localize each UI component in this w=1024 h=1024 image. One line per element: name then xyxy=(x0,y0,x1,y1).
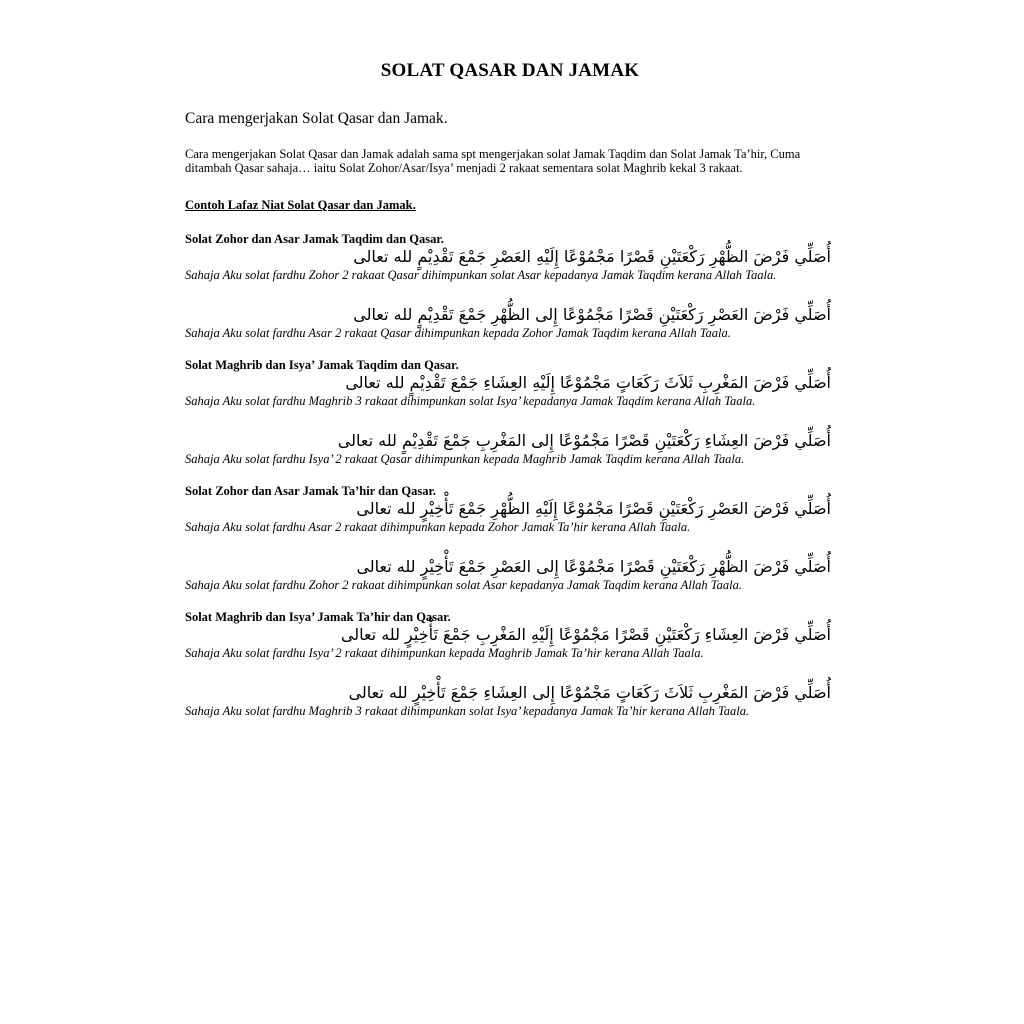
section-zohor-asar-tahir xyxy=(185,484,835,592)
section-zohor-asar-taqdim xyxy=(185,232,835,340)
niat-translation: Sahaja Aku solat fardhu Zohor 2 rakaat Qasar dihimpunkan solat Asar kepadanya Jamak Taqdim kerana Allah Taala. xyxy=(185,268,777,282)
niat-entry xyxy=(185,624,835,660)
section-heading: Solat Zohor dan Asar Jamak Ta’hir dan Qasar. xyxy=(185,484,437,498)
examples-heading: Contoh Lafaz Niat Solat Qasar dan Jamak. xyxy=(185,198,416,212)
arabic-niat: أُصَلِّي فَرْضَ الظُّهْرِ رَكْعَتَيْنِ قَصْرًا مَجْمُوْعًا إِلَيْهِ العَصْرِ جَمْعَ تَقْدِيْمٍ لله تعالى xyxy=(353,247,831,266)
document-title: SOLAT QASAR DAN JAMAK xyxy=(380,60,640,81)
niat-translation: Sahaja Aku solat fardhu Isya’ 2 rakaat Qasar dihimpunkan kepada Maghrib Jamak Taqdim kerana Allah Taala. xyxy=(185,452,745,466)
niat-entry xyxy=(185,304,835,340)
section-maghrib-isya-tahir xyxy=(185,610,835,718)
arabic-niat: أُصَلِّي فَرْضَ الظُّهْرِ رَكْعَتَيْنِ قَصْرًا مَجْمُوْعًا إِلى العَصْرِ جَمْعَ تَأْخِيْرٍ لله تعالى xyxy=(356,557,831,576)
niat-entry xyxy=(185,246,835,282)
section-heading: Solat Zohor dan Asar Jamak Taqdim dan Qasar. xyxy=(185,232,444,246)
niat-translation: Sahaja Aku solat fardhu Zohor 2 rakaat dihimpunkan solat Asar kepadanya Jamak Taqdim kerana Allah Taala. xyxy=(185,578,742,592)
section-heading: Solat Maghrib dan Isya’ Jamak Ta’hir dan Qasar. xyxy=(185,610,451,624)
arabic-niat: أُصَلِّي فَرْضَ العِشَاءِ رَكْعَتَيْنِ قَصْرًا مَجْمُوْعًا إِلَيْهِ المَغْرِبِ جَمْعَ تَأْخِيْرٍ لله تعالى xyxy=(340,625,831,644)
niat-translation: Sahaja Aku solat fardhu Asar 2 rakaat Qasar dihimpunkan kepada Zohor Jamak Taqdim kerana Allah Taala. xyxy=(185,326,731,340)
niat-entry xyxy=(185,372,835,408)
niat-entry xyxy=(185,556,835,592)
intro-paragraph: Cara mengerjakan Solat Qasar dan Jamak adalah sama spt mengerjakan solat Jamak Taqdim dan Solat Jamak Ta’hir, Cuma ditambah Qasar sahaja… iaitu Solat Zohor/Asar/Isya’ menjadi 2 rakaat sementara solat Maghrib kekal 3 rakaat. xyxy=(185,147,801,175)
document-page xyxy=(185,60,835,718)
arabic-niat: أُصَلِّي فَرْضَ العَصْرِ رَكْعَتَيْنِ قَصْرًا مَجْمُوْعًا إِلَيْهِ الظُّهْرِ جَمْعَ تَأْخِيْرٍ لله تعالى xyxy=(356,499,831,518)
niat-translation: Sahaja Aku solat fardhu Asar 2 rakaat dihimpunkan kepada Zohor Jamak Ta’hir kerana Allah Taala. xyxy=(185,520,691,534)
arabic-niat: أُصَلِّي فَرْضَ المَغْرِبِ ثَلاَثَ رَكَعَاتٍ مَجْمُوْعًا إِلَيْهِ العِشَاءِ جَمْعَ تَقْدِيْمٍ لله تعالى xyxy=(345,373,831,392)
section-maghrib-isya-taqdim xyxy=(185,358,835,466)
niat-translation: Sahaja Aku solat fardhu Isya’ 2 rakaat dihimpunkan kepada Maghrib Jamak Ta’hir kerana Allah Taala. xyxy=(185,646,704,660)
niat-entry xyxy=(185,498,835,534)
niat-entry xyxy=(185,682,835,718)
niat-translation: Sahaja Aku solat fardhu Maghrib 3 rakaat dihimpunkan solat Isya’ kepadanya Jamak Taqdim kerana Allah Taala. xyxy=(185,394,756,408)
arabic-niat: أُصَلِّي فَرْضَ العِشَاءِ رَكْعَتَيْنِ قَصْرًا مَجْمُوْعًا إِلى المَغْرِبِ جَمْعَ تَقْدِيْمٍ لله تعالى xyxy=(337,431,831,450)
arabic-niat: أُصَلِّي فَرْضَ العَصْرِ رَكْعَتَيْنِ قَصْرًا مَجْمُوْعًا إِلى الظُّهْرِ جَمْعَ تَقْدِيْمٍ لله تعالى xyxy=(353,305,831,324)
niat-entry xyxy=(185,430,835,466)
document-subtitle: Cara mengerjakan Solat Qasar dan Jamak. xyxy=(185,110,448,127)
section-heading: Solat Maghrib dan Isya’ Jamak Taqdim dan Qasar. xyxy=(185,358,459,372)
arabic-niat: أُصَلِّي فَرْضَ المَغْرِبِ ثَلاَثَ رَكَعَاتٍ مَجْمُوْعًا إِلى العِشَاءِ جَمْعَ تَأْخِيْرٍ لله تعالى xyxy=(348,683,831,702)
niat-translation: Sahaja Aku solat fardhu Maghrib 3 rakaat dihimpunkan solat Isya’ kepadanya Jamak Ta’hir kerana Allah Taala. xyxy=(185,704,750,718)
